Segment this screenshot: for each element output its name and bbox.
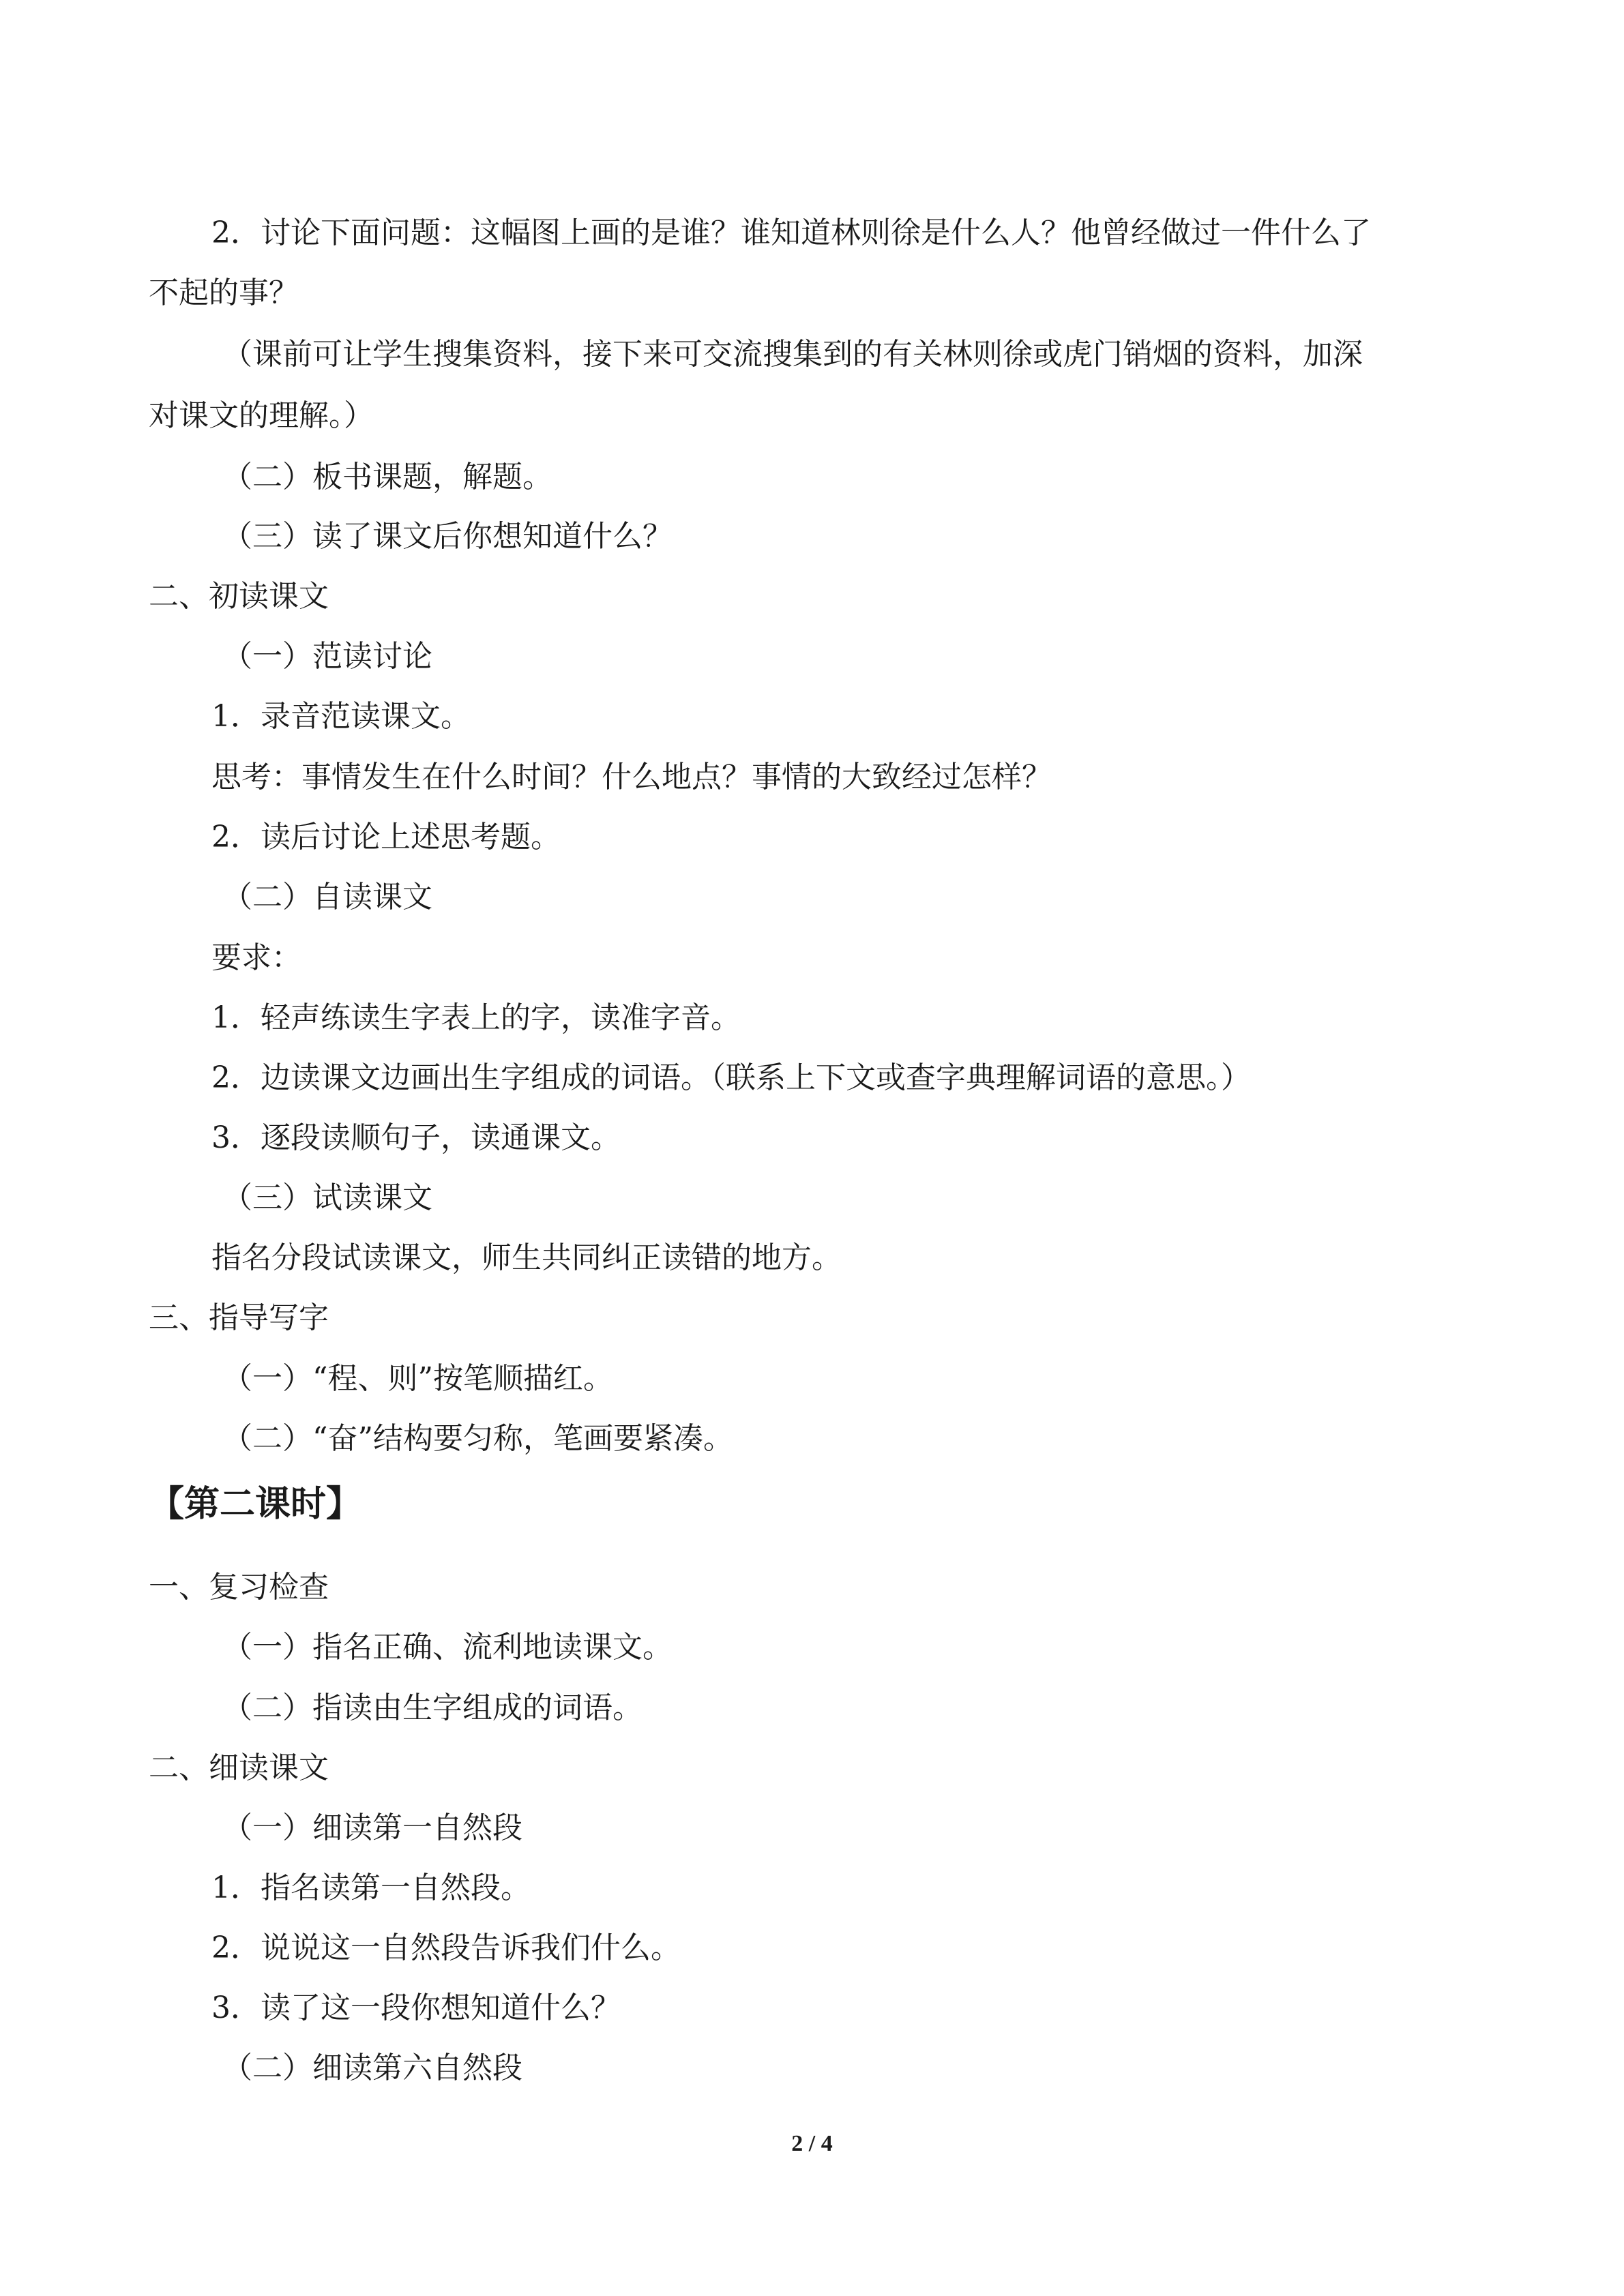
text-line: （二）板书课题，解题。 bbox=[222, 460, 552, 494]
text-line: （二）指读由生字组成的词语。 bbox=[222, 1690, 643, 1725]
text-line: 2．讨论下面问题：这幅图上画的是谁？谁知道林则徐是什么人？他曾经做过一件什么了 bbox=[211, 215, 1371, 250]
text-line: 指名分段试读课文，师生共同纠正读错的地方。 bbox=[211, 1240, 842, 1275]
section-heading: 三、指导写字 bbox=[149, 1300, 329, 1335]
text-line: （课前可让学生搜集资料，接下来可交流搜集到的有关林则徐或虎门销烟的资料，加深 bbox=[222, 337, 1363, 372]
section-heading: 一、复习检查 bbox=[149, 1570, 329, 1605]
lesson-heading: 【第二课时】 bbox=[149, 1484, 362, 1525]
text-line: （三）读了课文后你想知道什么？ bbox=[222, 519, 673, 554]
text-line: 2．说说这一自然段告诉我们什么。 bbox=[211, 1930, 681, 1965]
subsection-heading: （一）范读讨论 bbox=[222, 639, 432, 674]
text-line: （一）指名正确、流利地读课文。 bbox=[222, 1630, 673, 1665]
section-heading: 二、初读课文 bbox=[149, 579, 329, 614]
subsection-heading: （二）细读第六自然段 bbox=[222, 2051, 522, 2085]
text-line: 要求： bbox=[211, 940, 301, 975]
text-line: 2．边读课文边画出生字组成的词语。（联系上下文或查字典理解词语的意思。） bbox=[211, 1060, 1251, 1095]
text-line: （一）“程、则”按笔顺描红。 bbox=[222, 1361, 613, 1396]
text-line: 1．轻声练读生字表上的字，读准字音。 bbox=[211, 1000, 741, 1035]
subsection-heading: （三）试读课文 bbox=[222, 1180, 432, 1215]
subsection-heading: （一）细读第一自然段 bbox=[222, 1810, 522, 1845]
text-line: 3．读了这一段你想知道什么？ bbox=[211, 1991, 621, 2025]
text-line: 不起的事？ bbox=[149, 275, 299, 310]
section-heading: 二、细读课文 bbox=[149, 1750, 329, 1785]
text-line: （二）“奋”结构要匀称，笔画要紧凑。 bbox=[222, 1421, 733, 1456]
text-line: 思考：事情发生在什么时间？什么地点？事情的大致经过怎样？ bbox=[211, 760, 1052, 794]
text-line: 1．指名读第一自然段。 bbox=[211, 1870, 531, 1905]
text-line: 1．录音范读课文。 bbox=[211, 699, 471, 734]
text-line: 对课文的理解。） bbox=[149, 398, 374, 433]
text-line: 2．读后讨论上述思考题。 bbox=[211, 820, 561, 854]
subsection-heading: （二）自读课文 bbox=[222, 880, 432, 914]
page-number: 2 / 4 bbox=[791, 2131, 833, 2156]
text-line: 3．逐段读顺句子，读通课文。 bbox=[211, 1120, 621, 1155]
